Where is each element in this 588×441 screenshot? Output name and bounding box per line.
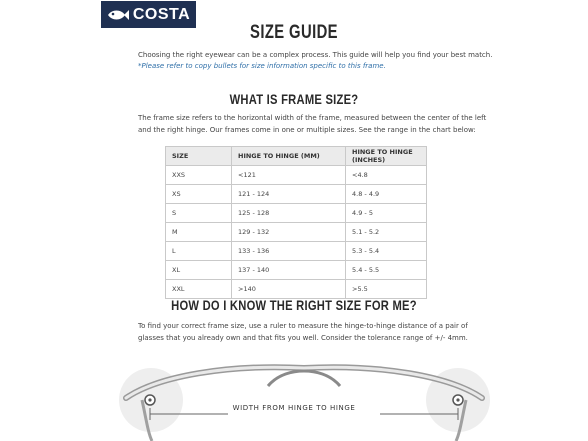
size-cell: L: [166, 242, 232, 261]
size-cell: XL: [166, 261, 232, 280]
column-header-size: SIZE: [166, 147, 232, 166]
mm-cell: <121: [232, 166, 346, 185]
size-cell: XS: [166, 185, 232, 204]
hinge-width-label: WIDTH FROM HINGE TO HINGE: [232, 404, 356, 412]
size-cell: XXS: [166, 166, 232, 185]
inches-cell: 5.1 - 5.2: [346, 223, 427, 242]
frame-size-line-1: The frame size refers to the horizontal width of the frame, measured between the center of the left: [138, 114, 487, 122]
column-header-inches: HINGE TO HINGE (INCHES): [346, 147, 427, 166]
inches-cell: >5.5: [346, 280, 427, 299]
column-header-mm: HINGE TO HINGE (MM): [232, 147, 346, 166]
mm-cell: 121 - 124: [232, 185, 346, 204]
glasses-frame-diagram: [118, 358, 490, 441]
table-row: [166, 223, 427, 242]
right-size-description: [138, 320, 488, 344]
intro-text: Choosing the right eyewear can be a complex process. This guide will help you find your best match.: [138, 51, 493, 59]
table-row: [166, 261, 427, 280]
size-table: [165, 146, 427, 299]
mm-cell: 133 - 136: [232, 242, 346, 261]
size-cell: S: [166, 204, 232, 223]
mm-cell: 125 - 128: [232, 204, 346, 223]
table-row: [166, 242, 427, 261]
frame-size-description: [138, 112, 488, 136]
inches-cell: 4.8 - 4.9: [346, 185, 427, 204]
nose-bridge: [268, 371, 340, 386]
right-size-line-2: glasses that you already own and that fits you well. Consider the tolerance range of +/- 4mm.: [138, 334, 468, 342]
inches-cell: 4.9 - 5: [346, 204, 427, 223]
right-size-line-1: To find your correct frame size, use a ruler to measure the hinge-to-hinge distance of a pair of: [138, 322, 468, 330]
table-row: [166, 166, 427, 185]
brand-logo-text: COSTA: [132, 5, 191, 23]
table-row: [166, 204, 427, 223]
mm-cell: 137 - 140: [232, 261, 346, 280]
frame-size-heading: WHAT IS FRAME SIZE?: [229, 91, 359, 107]
size-note: *Please refer to copy bullets for size information specific to this frame.: [138, 62, 386, 70]
mm-cell: >140: [232, 280, 346, 299]
mm-cell: 129 - 132: [232, 223, 346, 242]
inches-cell: 5.3 - 5.4: [346, 242, 427, 261]
page-title: SIZE GUIDE: [250, 22, 338, 43]
frame-size-line-2: and the right hinge. Our frames come in one or multiple sizes. See the range in the chart below:: [138, 126, 476, 134]
size-cell: M: [166, 223, 232, 242]
right-size-heading: HOW DO I KNOW THE RIGHT SIZE FOR ME?: [171, 297, 417, 313]
table-header-row: [166, 147, 427, 166]
table-row: [166, 280, 427, 299]
size-cell: XXL: [166, 280, 232, 299]
table-row: [166, 185, 427, 204]
inches-cell: 5.4 - 5.5: [346, 261, 427, 280]
fish-logo-icon: [107, 9, 129, 21]
inches-cell: <4.8: [346, 166, 427, 185]
